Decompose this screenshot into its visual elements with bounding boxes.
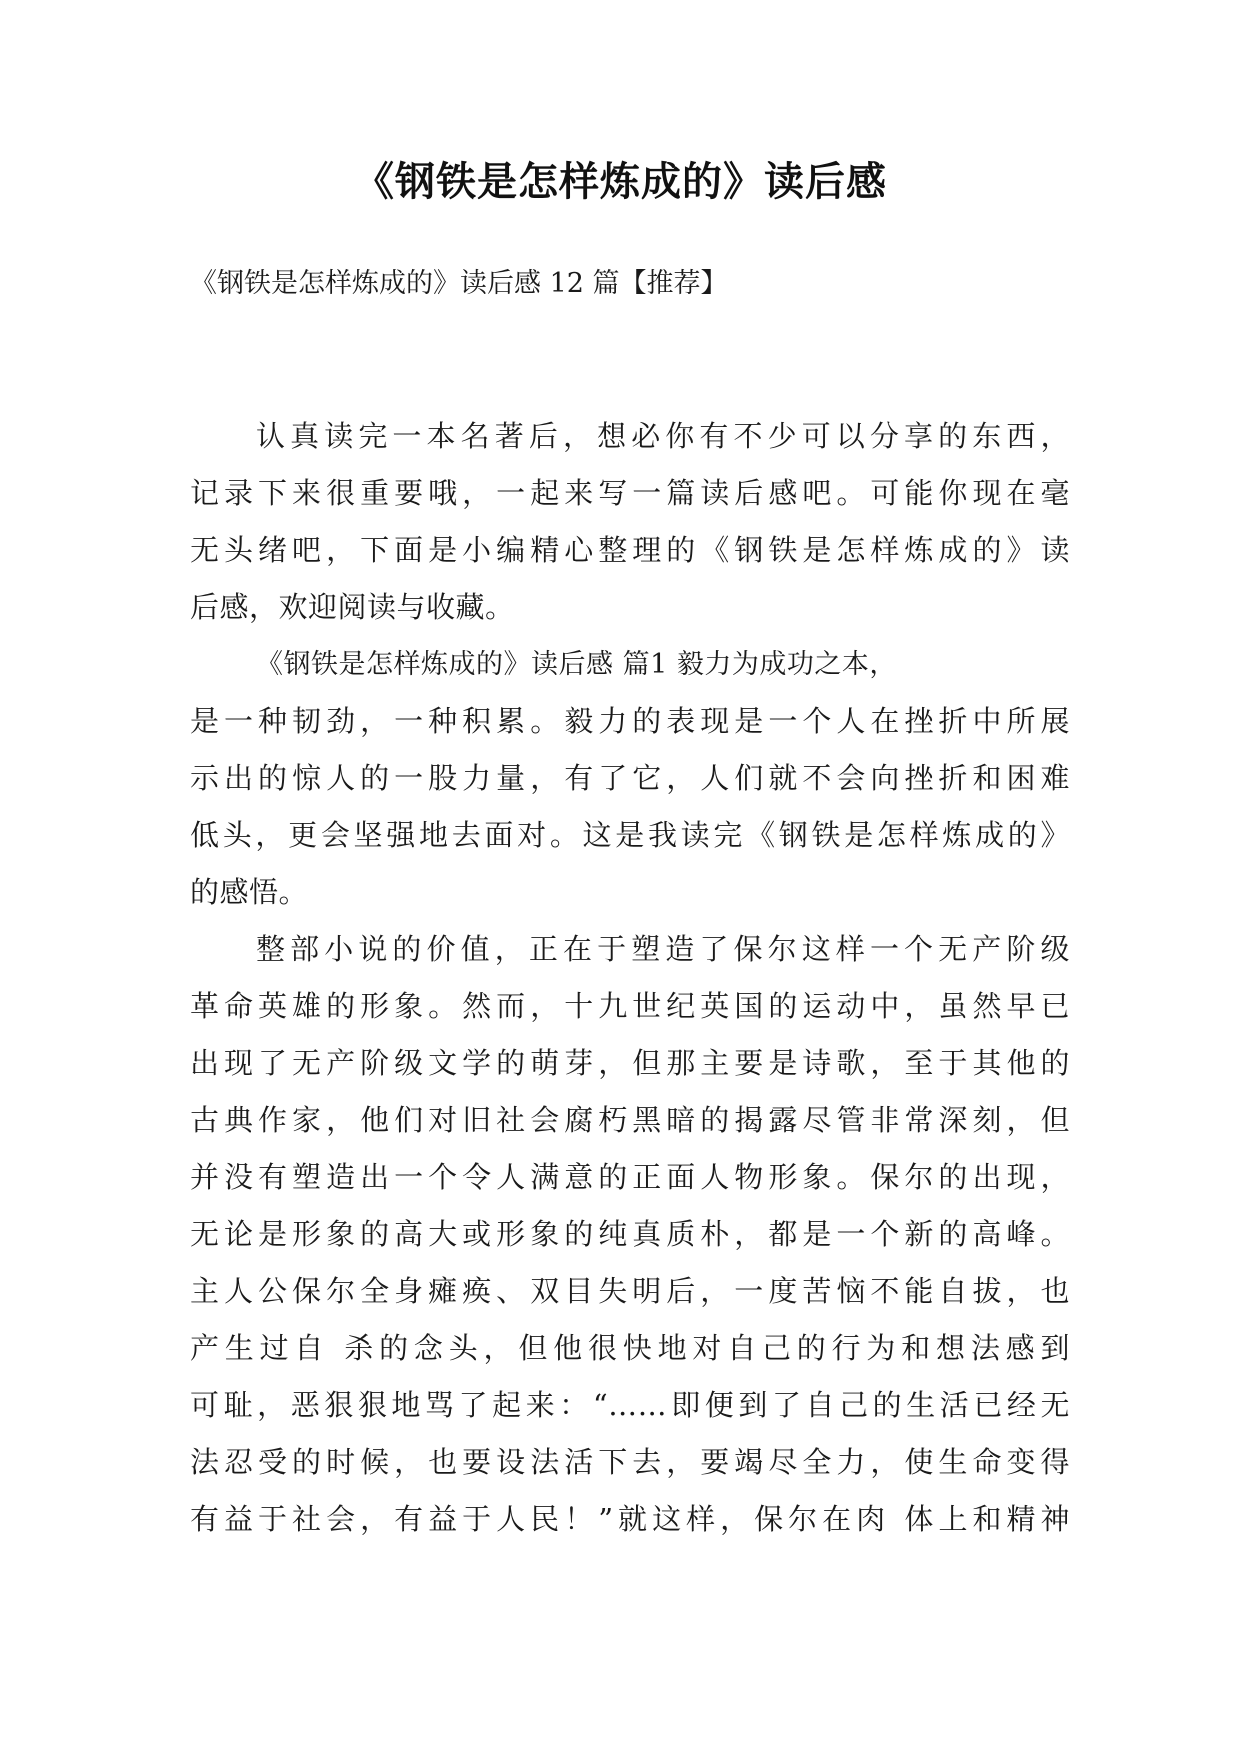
text-line: 后感，欢迎阅读与收藏。 [190,590,515,624]
text-line: 产生过自 杀的念头，但他很快地对自己的行为和想法感到 [190,1331,1070,1365]
text-line: 并没有塑造出一个令人满意的正面人物形象。保尔的出现， [190,1160,1070,1194]
text-line: 示出的惊人的一股力量，有了它，人们就不会向挫折和困难 [190,761,1070,795]
text-line: 主人公保尔全身瘫痪、双目失明后，一度苦恼不能自拔，也 [190,1274,1070,1308]
text-line: 有益于社会，有益于人民！”就这样，保尔在肉 体上和精神 [190,1502,1070,1536]
text-line: 法忍受的时候，也要设法活下去，要竭尽全力，使生命变得 [190,1445,1070,1479]
document-subtitle: 《钢铁是怎样炼成的》读后感 12 篇【推荐】 [190,268,728,299]
text-line: 记录下来很重要哦，一起来写一篇读后感吧。可能你现在毫 [190,476,1070,510]
text-line: 认真读完一本名著后，想必你有不少可以分享的东西， [256,419,1070,453]
body-text [190,408,1070,1548]
text-line: 是一种韧劲，一种积累。毅力的表现是一个人在挫折中所展 [190,704,1070,738]
text-line: 的感悟。 [190,875,309,909]
text-line: 无头绪吧，下面是小编精心整理的《钢铁是怎样炼成的》读 [190,533,1070,567]
text-line: 《钢铁是怎样炼成的》读后感 篇1 毅力为成功之本， [256,649,897,680]
text-line: 古典作家，他们对旧社会腐朽黑暗的揭露尽管非常深刻，但 [190,1103,1070,1137]
text-line: 可耻，恶狠狠地骂了起来：“……即便到了自己的生活已经无 [190,1388,1070,1422]
text-line: 无论是形象的高大或形象的纯真质朴，都是一个新的高峰。 [190,1217,1070,1251]
text-line: 出现了无产阶级文学的萌芽，但那主要是诗歌，至于其他的 [190,1046,1070,1080]
text-line: 整部小说的价值，正在于塑造了保尔这样一个无产阶级 [256,932,1070,966]
text-line: 革命英雄的形象。然而，十九世纪英国的运动中，虽然早已 [190,989,1070,1023]
text-line: 低头，更会坚强地去面对。这是我读完《钢铁是怎样炼成的》 [190,818,1070,852]
document-title: 《钢铁是怎样炼成的》读后感 [354,159,887,205]
